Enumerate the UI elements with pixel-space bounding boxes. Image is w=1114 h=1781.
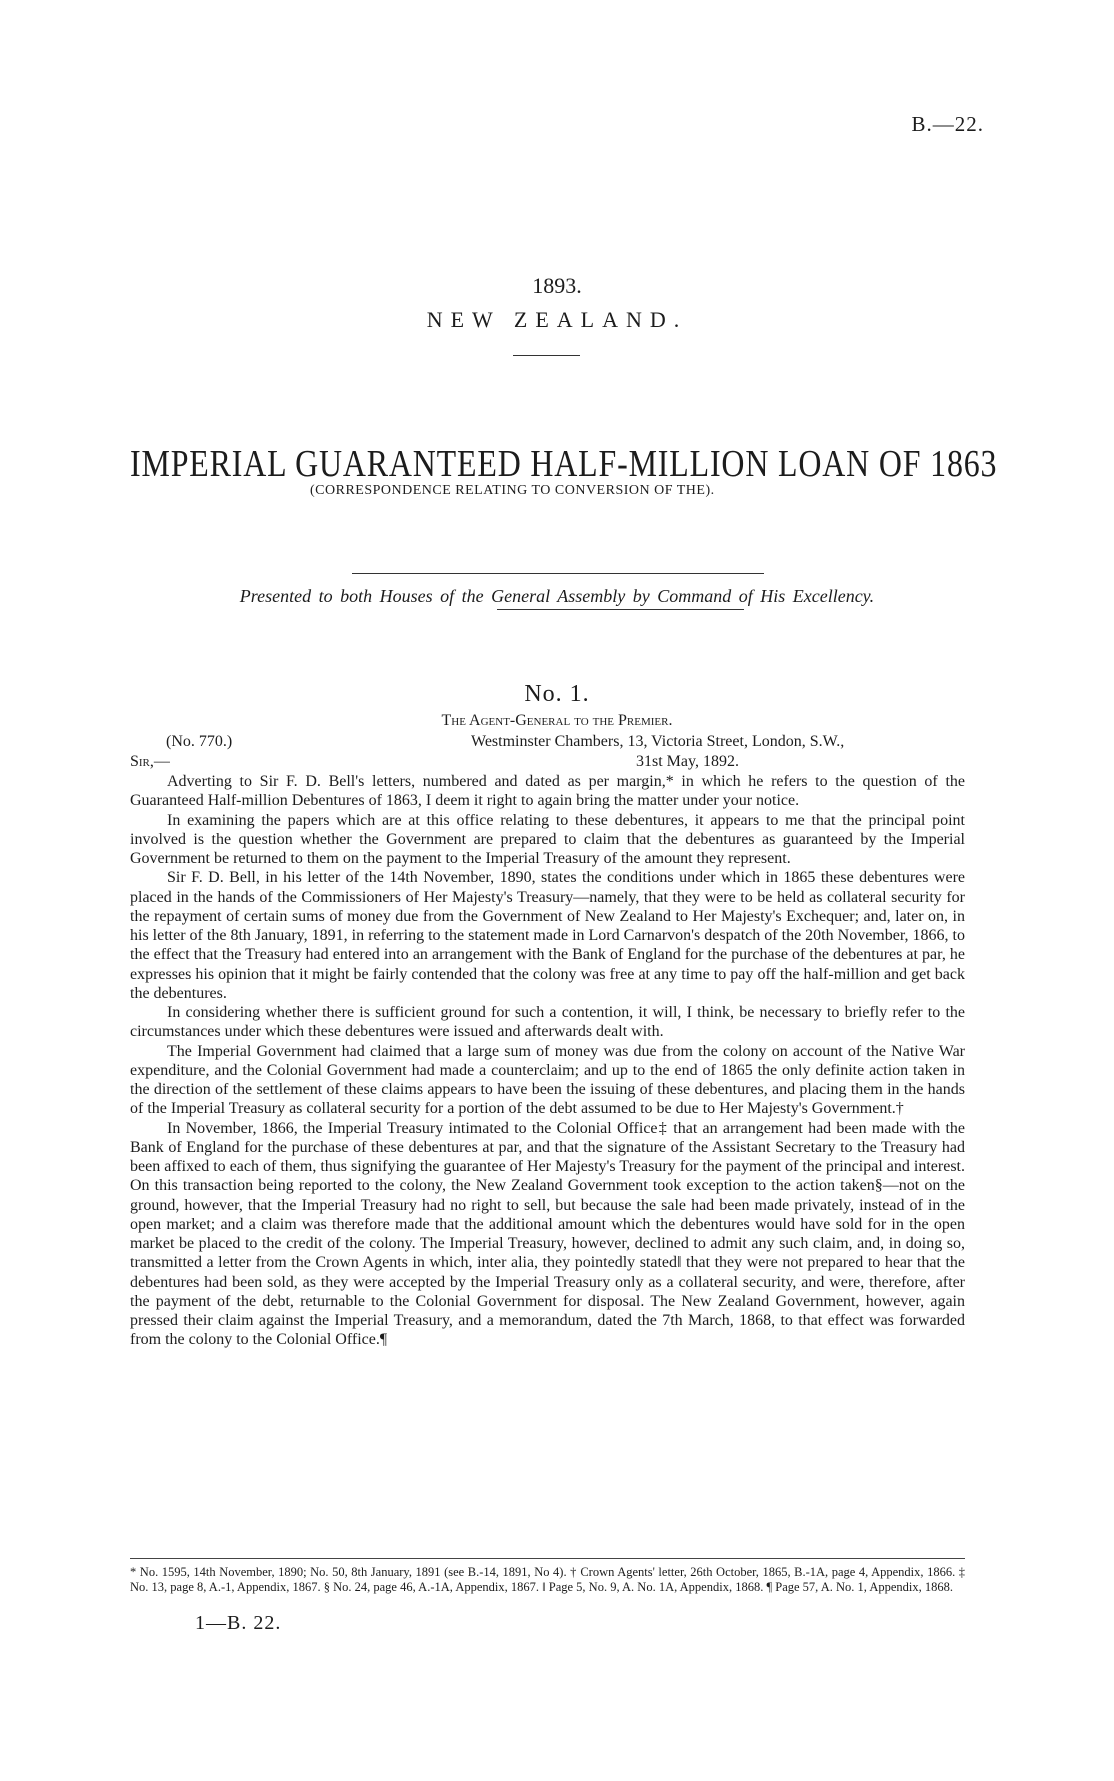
footnote-divider (130, 1558, 965, 1559)
paragraph: In examining the papers which are at this office relating to these debentures, it appears to me that the principal point involved is the question whether the Government are prepared to claim that the debentures as guaranteed by the Imperial Government be returned to them on the payment to the Imperial Treasury of the amount they represent. (130, 811, 965, 867)
letter-date: 31st May, 1892. (636, 753, 739, 770)
footnotes: * No. 1595, 14th November, 1890; No. 50, 8th January, 1891 (see B.-14, 1891, No 4). † Crown Agents' letter, 26th October, 1865, B.-1A, page 4, Appendix, 1866. ‡ No. 13, page 8, A.-1, Appendix, 1867. § No. 24, page 46, A.-1A, Appendix, 1867. ‖ Page 5, No. 9, A. No. 1A, Appendix, 1868. ¶ Page 57, A. No. 1, Appendix, 1868. (130, 1565, 965, 1594)
country-heading: NEW ZEALAND. (426, 307, 688, 332)
document-reference: B.—22. (911, 112, 984, 136)
divider (513, 355, 580, 356)
paragraph: Adverting to Sir F. D. Bell's letters, numbered and dated as per margin,* in which he refers to the question of the Guaranteed Half-million Debentures of 1863, I deem it right to again bring the matter under your notice. (130, 773, 965, 810)
letter-address: Westminster Chambers, 13, Victoria Street, London, S.W., (471, 733, 845, 750)
paragraph: Sir F. D. Bell, in his letter of the 14th November, 1890, states the conditions under which in 1865 these debentures were placed in the hands of the Commissioners of Her Majesty's Treasury—namely, that they were to be held as collateral security for the repayment of certain sums of money due from the Government of New Zealand to Her Majesty's Exchequer; and, later on, in his letter of the 8th January, 1891, in referring to the statement made in Lord Carnarvon's despatch of the 20th November, 1866, to the effect that the Treasury had entered into an arrangement with the Bank of England for the purchase of the debentures at par, he expresses his opinion that it might be fairly contended that the colony was free at any time to pay off the half-million and get back the debentures. (130, 869, 965, 1002)
paragraph: In November, 1866, the Imperial Treasury intimated to the Colonial Office‡ that an arrangement had been made with the Bank of England for the purchase of these debentures at par, and that the signature of the Assistant Secretary to the Treasury had been affixed to each of them, thus signifying the guarantee of Her Majesty's Treasury for the payment of the principal and interest. On this transaction being reported to the colony, the New Zealand Government took exception to the action taken§—not on the ground, however, that the Imperial Treasury had no right to sell, but because the sale had been made privately, instead of in the open market; and a claim was therefore made that the additional amount which the debentures would have sold for in the open market be placed to the credit of the colony. The Imperial Treasury, however, declined to admit any such claim, and, in doing so, transmitted a letter from the Crown Agents in which, inter alia, they pointedly stated‖ that they were not prepared to hear that the debentures had been sold, as they were accepted by the Imperial Treasury only as a collateral security, and were, therefore, after the payment of the debt, returnable to the Colonial Government for disposal. The New Zealand Government, however, again pressed their claim against the Imperial Treasury, and a memorandum, dated the 7th March, 1868, to that effect was forwarded from the colony to the Colonial Office.¶ (130, 1119, 965, 1349)
paragraph: In considering whether there is sufficient ground for such a contention, it will, I think, be necessary to briefly refer to the circumstances under which these debentures were issued and afterwards dealt with. (130, 1004, 965, 1041)
letter-body (130, 772, 965, 1350)
presented-line: Presented to both Houses of the General Assembly by Command of His Excellency. (239, 586, 875, 606)
letter-from-to: The Agent-General to the Premier. (441, 712, 673, 729)
page-signature: 1—B. 22. (195, 1612, 282, 1634)
document-year: 1893. (532, 273, 582, 298)
letter-reference: (No. 770.) (166, 733, 233, 750)
letter-number: No. 1. (524, 681, 590, 707)
salutation: Sir,— (130, 753, 170, 770)
document-subtitle: (CORRESPONDENCE RELATING TO CONVERSION OF THE). (310, 483, 715, 498)
paragraph: The Imperial Government had claimed that a large sum of money was due from the colony on account of the Native War expenditure, and the Colonial Government had made a counterclaim; and up to the end of 1865 the only definite action taken in the direction of the settlement of these claims appears to have been the issuing of these debentures, and placing them in the hands of the Imperial Treasury as collateral security for a portion of the debt assumed to be due to Her Majesty's Government.† (130, 1042, 965, 1118)
divider (497, 609, 744, 610)
document-title: IMPERIAL GUARANTEED HALF-MILLION LOAN OF 1863 (130, 443, 998, 485)
divider (352, 573, 764, 574)
